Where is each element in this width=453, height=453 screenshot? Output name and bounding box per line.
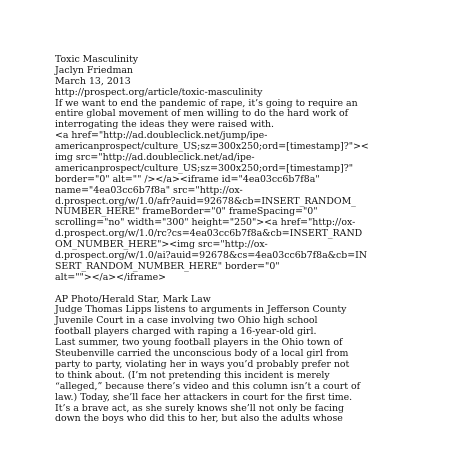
embed-code-line: alt=""></a></iframe>	[55, 271, 166, 283]
body-line: law.) Today, she’ll face her attackers in court for the first time.	[55, 391, 353, 403]
body-line: “alleged,” because there’s video and this column isn’t a court of	[55, 380, 361, 392]
embed-code-line: NUMBER_HERE" frameBorder="0" frameSpacing="0"	[55, 206, 318, 218]
article-author: Jaclyn Friedman	[55, 64, 133, 76]
body-line: down the boys who did this to her, but also the adults whose	[55, 413, 343, 425]
embed-code-line: name="4ea03cc6b7f8a" src="http://ox-	[55, 184, 243, 196]
article-date: March 13, 2013	[55, 75, 131, 87]
embed-code-line: img src="http://ad.doubleclick.net/ad/ipe-	[55, 152, 255, 164]
embed-code-line: SERT_RANDOM_NUMBER_HERE" border="0"	[55, 260, 280, 272]
article-title: Toxic Masculinity	[55, 54, 139, 65]
article-url: http://prospect.org/article/toxic-masculinity	[55, 86, 263, 98]
embed-code-line: OM_NUMBER_HERE"><img src="http://ox-	[55, 239, 268, 251]
embed-code-line: border="0" alt="" /></a><iframe id="4ea03cc6b7f8a"	[55, 173, 320, 185]
body-line: to think about. (I’m not pretending this incident is merely	[55, 369, 330, 381]
embed-code-line: d.prospect.org/w/1.0/ai?auid=92678&cs=4ea03cc6b7f8a&cb=IN	[55, 250, 368, 262]
intro-line: interrogating the ideas they were raised with.	[55, 119, 275, 131]
intro-line: If we want to end the pandemic of rape, it’s going to require an	[55, 97, 358, 109]
photo-credit: AP Photo/Herald Star, Mark Law	[55, 293, 211, 305]
embed-code-line: <a href="http://ad.doubleclick.net/jump/ipe-	[55, 130, 268, 142]
paragraph-gap	[55, 284, 450, 295]
caption-line: Judge Thomas Lipps listens to arguments in Jefferson County	[55, 304, 347, 316]
caption-line: football players charged with raping a 16-year-old girl.	[55, 326, 317, 338]
embed-code-line: d.prospect.org/w/1.0/rc?cs=4ea03cc6b7f8a&cb=INSERT_RAND	[55, 228, 363, 240]
embed-code-line: scrolling="no" width="300" height="250"><a href="http://ox-	[55, 217, 356, 229]
caption-line: Juvenile Court in a case involving two Ohio high school	[55, 315, 318, 327]
body-line: party to party, violating her in ways you’d probably prefer not	[55, 358, 350, 370]
embed-code-line: americanprospect/culture_US;sz=300x250;ord=[timestamp]?"	[55, 162, 354, 174]
embed-code-line: d.prospect.org/w/1.0/afr?auid=92678&cb=INSERT_RANDOM_	[55, 195, 356, 207]
embed-code-line: americanprospect/culture_US;sz=300x250;ord=[timestamp]?"><	[55, 141, 369, 153]
body-line: It’s a brave act, as she surely knows she’ll not only be facing	[55, 402, 344, 414]
body-line: Steubenville carried the unconscious body of a local girl from	[55, 348, 349, 360]
article-text	[55, 55, 450, 425]
intro-line: entire global movement of men willing to do the hard work of	[55, 108, 349, 120]
body-line: Last summer, two young football players in the Ohio town of	[55, 337, 343, 349]
